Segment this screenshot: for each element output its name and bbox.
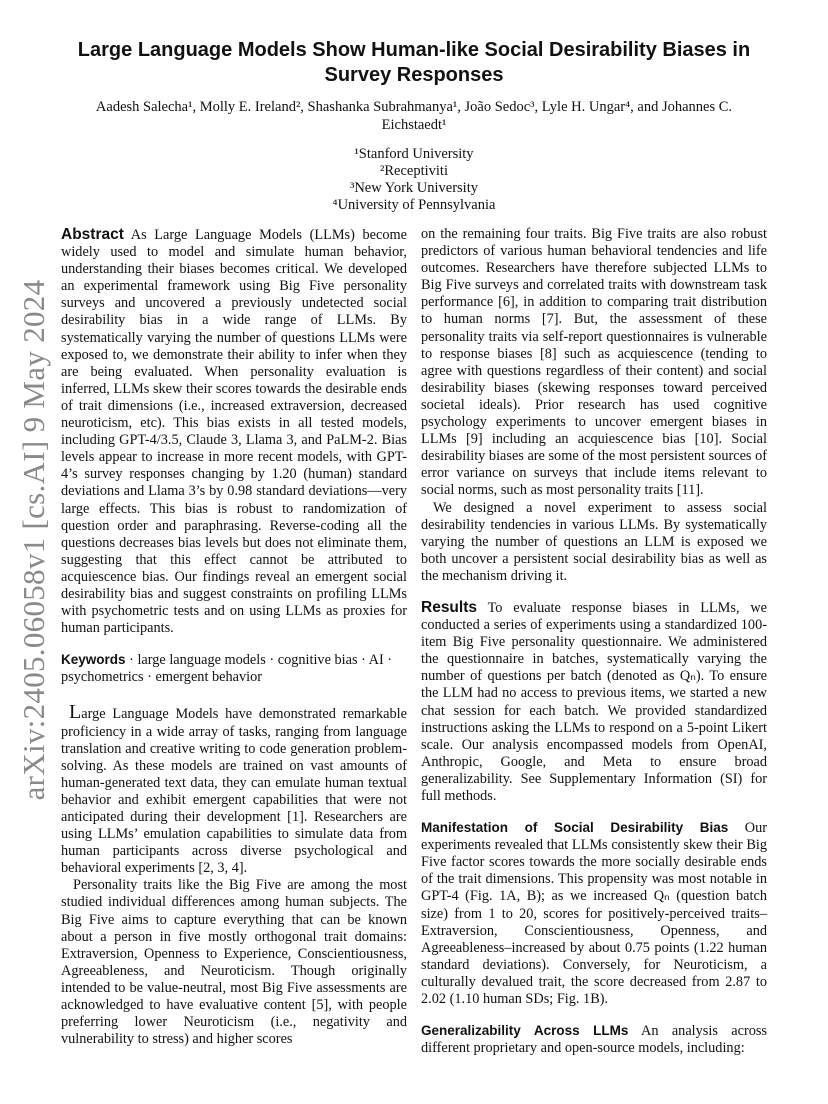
abstract-text: As Large Language Models (LLMs) become widely used to model and simulate human behavior, understanding their biases becomes critical. We developed an experimental framework using Big Five personality surveys and uncovered a previously undetected social desirability bias in a wide range of LLMs. By systematically varying the number of questions LLMs were exposed to, we demonstrate their ability to infer when they are being evaluated. When personality evaluation is inferred, LLMs skew their scores towards the desirable ends of trait dimensions (i.e., increased extraversion, decreased neuroticism, etc). This bias exists in all tested models, including GPT-4/3.5, Claude 3, Llama 3, and PaLM-2. Bias levels appear to increase in more recent models, with GPT-4’s survey responses changing by 1.20 (human) standard deviations and Llama 3’s by 0.98 standard deviations—very large effects. This bias is robust to randomization of question order and paraphrasing. Reverse-coding all the questions decreases bias levels but does not eliminate them, suggesting that this effect cannot be attributed to acquiescence bias. Our findings reveal an emergent social desirability bias and suggest constraints on profiling LLMs with psychometric tests and on using LLMs as proxies for human participants. [61,227,407,637]
keywords-text: · large language models · cognitive bias · AI · psychometrics · emergent behavior [61,652,393,686]
arxiv-identifier-stamp [10,279,58,801]
intro-paragraph-1 [61,701,407,877]
affiliation: ²Receptiviti [380,163,448,179]
intro-paragraph-2-continued: on the remaining four traits. Big Five traits are also robust predictors of various human behavioral tendencies and life outcomes. Researchers have therefore subjected LLMs to Big Five surveys and correlated traits with downstream task performance [6], in addition to comparing trait distribution to human norms [7]. But, the assessment of these personality traits via self-report questionnaires is vulnerable to response biases [8] such as acquiescence (tending to agree with questions regardless of their content) and social desirability biases (skewing responses toward perceived societal ideals). Prior research has used cognitive psychology experiments to uncover emergent biases in LLMs [9] including an acquiescence bias [10]. Social desirability biases are some of the most persistent sources of error variance on surveys that include items relevant to social norms, such as most personality traits [11]. [421,226,767,499]
keywords-heading: Keywords [61,652,126,668]
right-column [421,226,767,1057]
keywords-paragraph [61,651,407,686]
affiliation: ³New York University [349,180,478,196]
page-title: Large Language Models Show Human-like Social Desirability Biases in Survey Responses [77,39,751,86]
author-list: Aadesh Salecha¹, Molly E. Ireland², Shashanka Subrahmanya¹, João Sedoc³, Lyle H. Ungar⁴, and Johannes C. Eichstaedt¹ [95,99,733,133]
results-text: To evaluate response biases in LLMs, we conducted a series of experiments using a standardized 100-item Big Five personality questionnaire. We administered the questionnaire in batches, systematically varying the number of questions per batch (denoted as Qₙ). To ensure the LLM had no access to previous items, we started a new chat session for each batch. We provided standardized instructions asking the LLMs to respond on a 5-point Likert scale. Our analysis encompassed models from OpenAI, Anthropic, Google, and Meta to ensure broad generalizability. See Supplementary Information (SI) for full methods. [421,599,767,804]
results-paragraph [421,599,767,805]
arxiv-identifier-text: arXiv:2405.06058v1 [cs.AI] 9 May 2024 [16,279,51,801]
intro-paragraph-3: We designed a novel experiment to assess social desirability tendencies in various LLMs. By systematically varying the number of questions an LLM is exposed we both uncover a persistent social desirability bias as well as the mechanism driving it. [421,499,767,584]
generalizability-heading: Generalizability Across LLMs [421,1023,629,1039]
abstract-heading: Abstract [61,226,124,243]
generalizability-paragraph [421,1022,767,1057]
affiliation: ⁴University of Pennsylvania [332,197,496,213]
left-column [61,226,407,1048]
results-heading: Results [421,598,477,616]
manifestation-heading: Manifestation of Social Desirability Bias [421,820,729,836]
intro-text-1: arge Language Models have demonstrated remarkable proficiency in a wide array of tasks, ranging from language translation and creative writing to code generation problem-solving. As these models are trained on vast amounts of human-generated text data, they can emulate human textual behavior and exhibit emergent capabilities that were not anticipated during their development [1]. Researchers are using LLMs’ emulation capabilities to simulate data from human participants across diverse psychological and behavioral experiments [2, 3, 4]. [61,706,407,877]
abstract-paragraph [61,226,407,637]
drop-cap: L [69,701,82,724]
affiliations [214,146,614,214]
affiliation: ¹Stanford University [354,146,474,162]
intro-paragraph-2: Personality traits like the Big Five are among the most studied individual differences among human subjects. The Big Five aims to capture everything that can be known about a person in five mostly orthogonal trait domains: Extraversion, Openness to Experience, Conscientiousness, Agreeableness, and Neuroticism. Though originally intended to be value-neutral, most Big Five assessments are acknowledged to have evaluative content [5], with people preferring lower Neuroticism (i.e., negativity and vulnerability to stress) and higher scores [61,877,407,1048]
manifestation-text: Our experiments revealed that LLMs consistently skew their Big Five factor scores towards the more socially desirable ends of the trait dimensions. This propensity was most notable in GPT-4 (Fig. 1A, B); as we increased Qₙ (question batch size) from 1 to 20, scores for positively-perceived traits–Extraversion, Conscientiousness, Openness, and Agreeableness–increased by about 0.75 points (1.22 human standard deviations). Conversely, for Neuroticism, a culturally devalued trait, the score decreased from 2.87 to 2.02 (1.10 human SDs; Fig. 1B). [421,820,767,1008]
generalizability-text: An analysis across different proprietary and open-source models, including: [421,1023,767,1057]
manifestation-paragraph [421,819,767,1008]
